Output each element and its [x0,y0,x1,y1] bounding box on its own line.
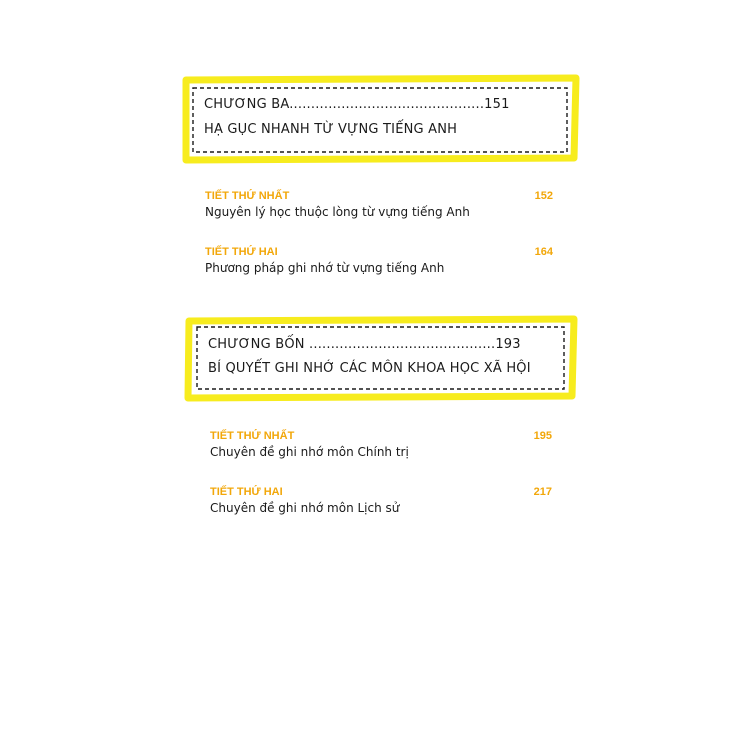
chapter-3-frame [180,74,580,164]
chapter-4-box [184,314,578,402]
section-description: Chuyên đề ghi nhớ môn Chính trị [210,445,409,459]
section-description: Phương pháp ghi nhớ từ vựng tiếng Anh [205,261,445,275]
chapter-3-page: 151 [484,97,510,112]
chapter-3-subtitle: HẠ GỤC NHANH TỪ VỰNG TIẾNG ANH [204,122,458,137]
chapter-4-title: CHƯƠNG BỐN [208,337,305,352]
section-heading: TIẾT THỨ HAI [210,486,283,498]
chapter-4-leader: ........................................... [309,337,496,352]
chapter-3-box [180,74,580,164]
chapter-4-title-line[interactable] [208,337,521,352]
chapter-3-section-1[interactable] [205,190,555,224]
section-page: 195 [533,430,552,442]
chapter-3-section-2[interactable] [205,246,555,280]
chapter-4-frame [184,314,578,402]
section-description: Nguyên lý học thuộc lòng từ vựng tiếng Anh [205,205,470,219]
section-page: 152 [534,190,553,202]
section-heading: TIẾT THỨ HAI [205,246,278,258]
chapter-4-page: 193 [495,337,521,352]
chapter-4-subtitle: BÍ QUYẾT GHI NHỚ CÁC MÔN KHOA HỌC XÃ HỘI [208,361,531,376]
chapter-3-leader: ............................................. [289,97,485,112]
section-heading: TIẾT THỨ NHẤT [210,430,295,442]
section-page: 217 [533,486,552,498]
chapter-4-section-2[interactable] [210,486,560,520]
chapter-4-section-1[interactable] [210,430,560,464]
section-heading: TIẾT THỨ NHẤT [205,190,290,202]
chapter-3-title: CHƯƠNG BA [204,97,290,112]
section-description: Chuyên đề ghi nhớ môn Lịch sử [210,501,400,515]
section-page: 164 [534,246,553,258]
chapter-3-title-line[interactable] [204,97,510,112]
